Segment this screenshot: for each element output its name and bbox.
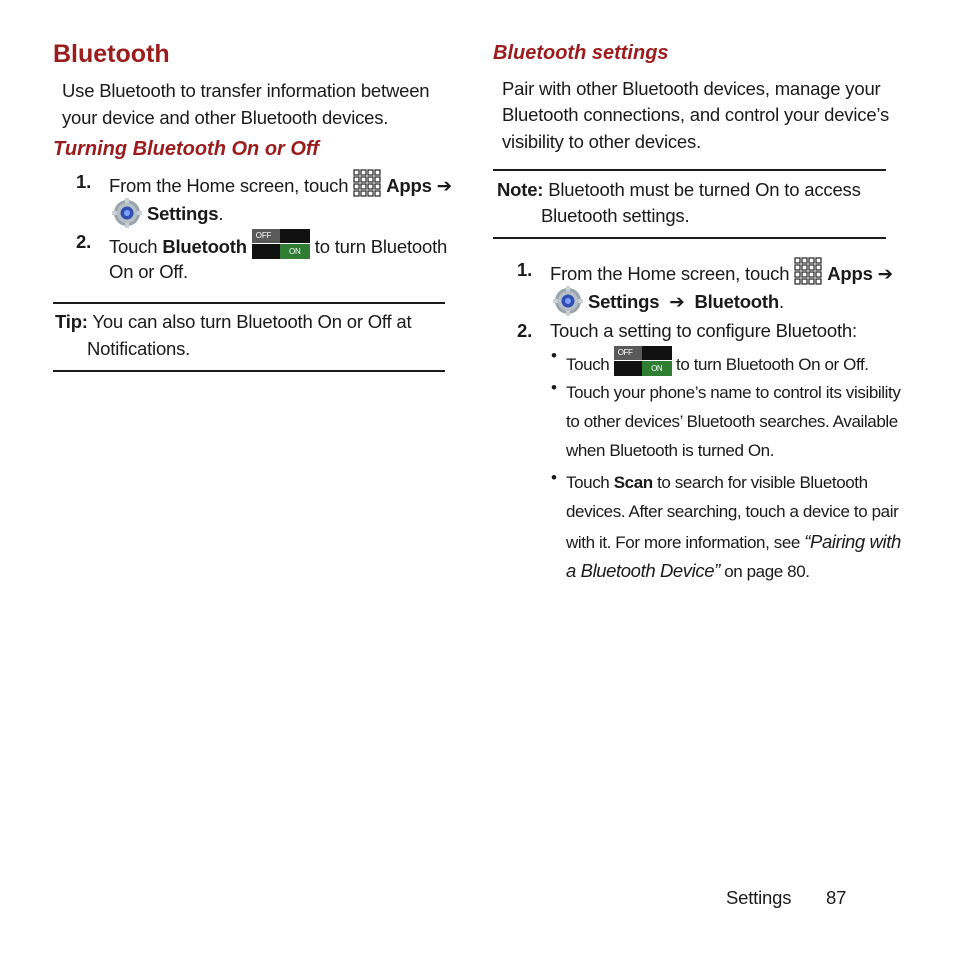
step-number: 1. — [76, 171, 92, 192]
footer-page-number: 87 — [826, 887, 847, 908]
bullet-text: to search for visible Bluetooth — [657, 473, 868, 492]
on-off-toggle-icon — [614, 346, 672, 376]
toggle-on-label: ON — [642, 361, 672, 376]
step-2-line-1 — [109, 229, 447, 261]
step-text: to turn Bluetooth — [314, 236, 448, 257]
cross-reference-link[interactable]: “Pairing with — [804, 531, 901, 552]
period: . — [218, 203, 224, 224]
intro-line-3: visibility to other devices. — [502, 131, 702, 152]
cross-reference-link[interactable]: a Bluetooth Device” — [566, 560, 720, 581]
arrow-icon: ➔ — [669, 291, 685, 312]
step-1-line-2 — [553, 286, 784, 316]
step-2-line-2: On or Off. — [109, 261, 188, 282]
bullet-3-line-3 — [566, 527, 901, 557]
bullet-text: on page 80. — [724, 562, 810, 581]
bullet-text: Touch — [566, 473, 610, 492]
step-1-line-1 — [109, 169, 452, 200]
step-number: 1. — [517, 259, 533, 280]
note-line-1 — [497, 177, 861, 204]
toggle-off-label: OFF — [252, 229, 280, 243]
step-1-line-1 — [550, 257, 893, 288]
step-2-text: Touch a setting to configure Bluetooth: — [550, 320, 857, 341]
settings-gear-icon — [553, 286, 583, 316]
footer-section-name: Settings — [726, 887, 792, 908]
step-text: Touch — [109, 236, 158, 257]
bluetooth-label: Bluetooth — [694, 291, 779, 312]
tip-label: Tip: — [55, 311, 88, 332]
tip-text: You can also turn Bluetooth On or Off at — [92, 311, 412, 332]
intro-line-2: Bluetooth connections, and control your device’s — [502, 104, 890, 125]
note-label: Note: — [497, 179, 544, 200]
bullet-3-line-2: devices. After searching, touch a device to pair — [566, 502, 899, 521]
apps-label: Apps ➔ — [386, 175, 452, 196]
tip-bottom-rule — [53, 370, 445, 372]
note-text: Bluetooth must be turned On to access — [548, 179, 861, 200]
note-bottom-rule — [493, 237, 886, 239]
settings-gear-icon — [112, 198, 142, 228]
toggle-off-label: OFF — [614, 346, 642, 360]
scan-label: Scan — [613, 473, 653, 492]
apps-grid-icon — [794, 257, 822, 285]
page-title: Bluetooth — [53, 40, 170, 68]
settings-label: Settings — [587, 291, 660, 312]
tip-line-1 — [55, 309, 411, 336]
tip-top-rule — [53, 302, 445, 304]
apps-grid-icon — [353, 169, 381, 197]
bullet-icon: • — [551, 468, 557, 487]
bluetooth-label: Bluetooth — [162, 236, 247, 257]
apps-label: Apps ➔ — [827, 263, 893, 284]
bullet-icon: • — [551, 378, 557, 397]
bullet-1 — [566, 346, 869, 379]
step-1-line-2 — [112, 198, 223, 228]
bullet-2-line-2: to other devices’ Bluetooth searches. Available — [566, 412, 898, 431]
tip-line-2: Notifications. — [87, 338, 191, 359]
intro-line-1: Pair with other Bluetooth devices, manage your — [502, 78, 881, 99]
bullet-icon: • — [551, 346, 557, 365]
bullet-2-line-3: when Bluetooth is turned On. — [566, 441, 775, 460]
toggle-on-label: ON — [280, 244, 310, 259]
note-top-rule — [493, 169, 886, 171]
intro-paragraph: Use Bluetooth to transfer information between your device and other Bluetooth devices. — [62, 80, 430, 128]
section-heading-turning-on-off: Turning Bluetooth On or Off — [53, 138, 319, 160]
bullet-3-line-4 — [566, 556, 810, 586]
bullet-text: to turn Bluetooth On or Off. — [676, 355, 869, 374]
on-off-toggle-icon — [252, 229, 310, 259]
step-text: From the Home screen, touch — [109, 175, 349, 196]
bullet-2-line-1: Touch your phone’s name to control its visibility — [566, 383, 901, 402]
bullet-3-line-1 — [566, 468, 868, 497]
settings-label: Settings — [146, 203, 219, 224]
step-number: 2. — [76, 231, 92, 252]
step-text: From the Home screen, touch — [550, 263, 790, 284]
bullet-text: with it. For more information, see — [566, 533, 800, 552]
section-heading-bluetooth-settings: Bluetooth settings — [493, 42, 669, 64]
note-line-2: Bluetooth settings. — [541, 205, 690, 226]
period: . — [778, 291, 784, 312]
bullet-text: Touch — [566, 355, 610, 374]
step-number: 2. — [517, 320, 533, 341]
